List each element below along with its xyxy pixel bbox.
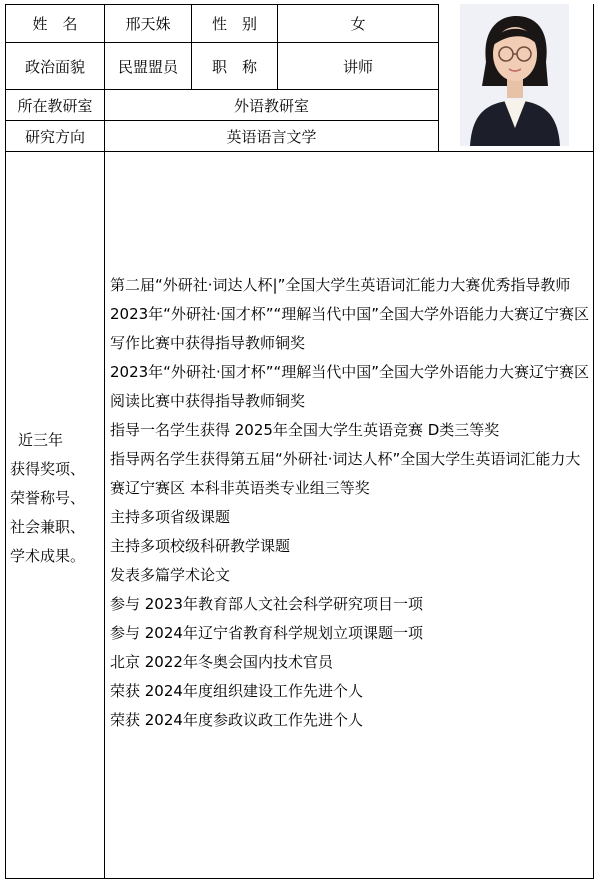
gender-value: 女	[350, 15, 366, 33]
title-value: 讲师	[342, 57, 373, 76]
achievement-item: 荣获 2024年度组织建设工作先进个人	[110, 682, 363, 700]
achievement-item: 第二届“外研社·词达人杯|”全国大学生英语词汇能力大赛优秀指导教师	[110, 276, 571, 294]
gender-label: 性 别	[211, 15, 257, 33]
achievement-item: 2023年“外研社·国才杯”“理解当代中国”全国大学外语能力大赛辽宁赛区写作比赛中获得指导教师铜奖	[110, 305, 590, 352]
name-value: 邢天姝	[125, 15, 171, 33]
political-label: 政治面貌	[24, 57, 85, 76]
achievement-item: 2023年“外研社·国才杯”“理解当代中国”全国大学外语能力大赛辽宁赛区阅读比赛中获得指导教师铜奖	[110, 363, 590, 410]
portrait-icon	[460, 4, 569, 146]
achievement-item: 主持多项校级科研教学课题	[110, 537, 291, 555]
dept-value: 外语教研室	[233, 96, 309, 115]
achievements-label	[10, 426, 102, 571]
achievement-item: 北京 2022年冬奥会国内技术官员	[110, 653, 333, 671]
achievements-label-line: 荣誉称号、	[10, 489, 86, 507]
portrait-photo	[460, 4, 569, 146]
achievement-item: 发表多篇学术论文	[110, 566, 231, 584]
achievement-item: 指导一名学生获得 2025年全国大学生英语竞赛 D类三等奖	[110, 421, 500, 439]
dept-label: 所在教研室	[17, 96, 93, 115]
achievement-item: 参与 2024年辽宁省教育科学规划立项课题一项	[110, 624, 423, 642]
achievements-label-line: 获得奖项、	[10, 460, 86, 478]
achievement-item: 主持多项省级课题	[110, 508, 231, 526]
achievements-list	[110, 271, 590, 735]
achievement-item: 荣获 2024年度参政议政工作先进个人	[110, 711, 363, 729]
achievement-item: 指导两名学生获得第五届“外研社·词达人杯”全国大学生英语词汇能力大赛辽宁赛区 本科非英语类专业组三等奖	[110, 450, 581, 497]
title-label: 职 称	[211, 57, 257, 76]
achievements-label-line: 学术成果。	[10, 547, 86, 565]
research-value: 英语语言文学	[226, 127, 317, 146]
achievements-label-line: 社会兼职、	[10, 518, 86, 536]
achievements-label-line: 近三年	[18, 431, 64, 449]
achievement-item: 参与 2023年教育部人文社会科学研究项目一项	[110, 595, 423, 613]
political-value: 民盟盟员	[117, 57, 178, 76]
name-label: 姓 名	[32, 15, 78, 33]
research-label: 研究方向	[24, 127, 85, 146]
